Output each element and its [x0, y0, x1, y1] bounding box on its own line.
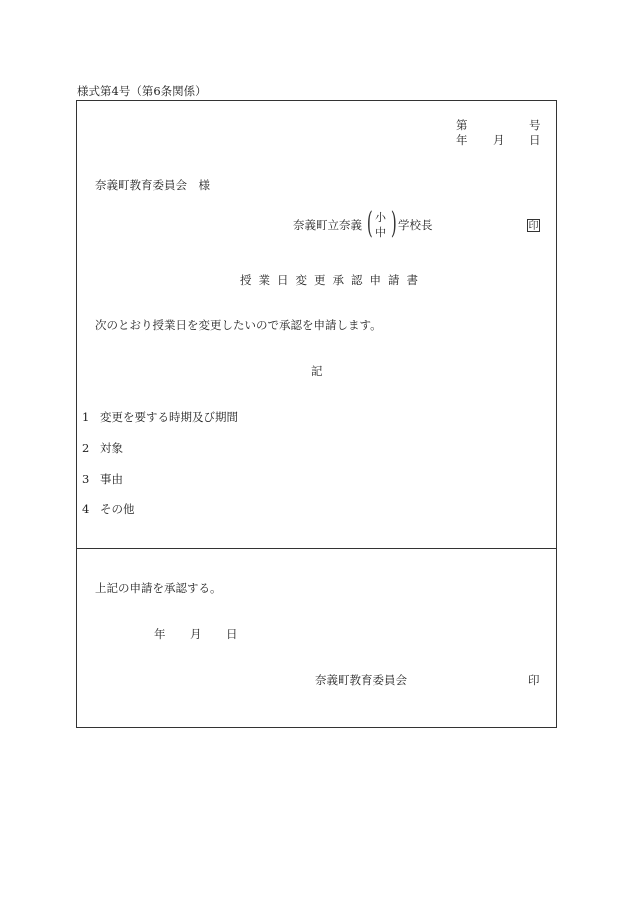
open-paren: ( [366, 206, 373, 241]
form-title: 授業日変更承認申請書 [240, 273, 425, 287]
approval-issuer: 奈義町教育委員会 [315, 673, 407, 687]
school-type-upper: 小 [375, 211, 386, 224]
approval-seal: 印 [528, 673, 540, 687]
date-year: 年 [456, 133, 468, 147]
approval-date-year: 年 [154, 627, 166, 641]
approval-date-month: 月 [190, 627, 202, 641]
applicant-seal: 印 [528, 221, 539, 232]
date-day: 日 [529, 133, 541, 147]
item-number: 3 [82, 472, 90, 486]
school-type-lower: 中 [375, 226, 386, 239]
intro-text: 次のとおり授業日を変更したいので承認を申請します。 [95, 318, 382, 332]
close-paren: ) [390, 206, 397, 241]
item-label: 事由 [100, 472, 123, 486]
item-number: 1 [82, 410, 90, 424]
number-prefix: 第 [456, 118, 468, 132]
applicant-title: 学校長 [398, 218, 433, 232]
item-label: 変更を要する時期及び期間 [100, 410, 238, 424]
item-label: 対象 [100, 441, 123, 455]
form-label: 様式第4号（第6条関係） [77, 84, 207, 98]
section-divider [76, 548, 557, 549]
approval-statement: 上記の申請を承認する。 [95, 581, 222, 595]
addressee: 奈義町教育委員会 様 [95, 178, 210, 192]
item-label: その他 [100, 502, 135, 516]
number-suffix: 号 [529, 118, 541, 132]
ki-label: 記 [311, 364, 323, 378]
date-month: 月 [493, 133, 505, 147]
item-number: 4 [82, 502, 90, 516]
item-number: 2 [82, 441, 90, 455]
approval-date-day: 日 [226, 627, 238, 641]
school-prefix: 奈義町立奈義 [293, 218, 362, 232]
